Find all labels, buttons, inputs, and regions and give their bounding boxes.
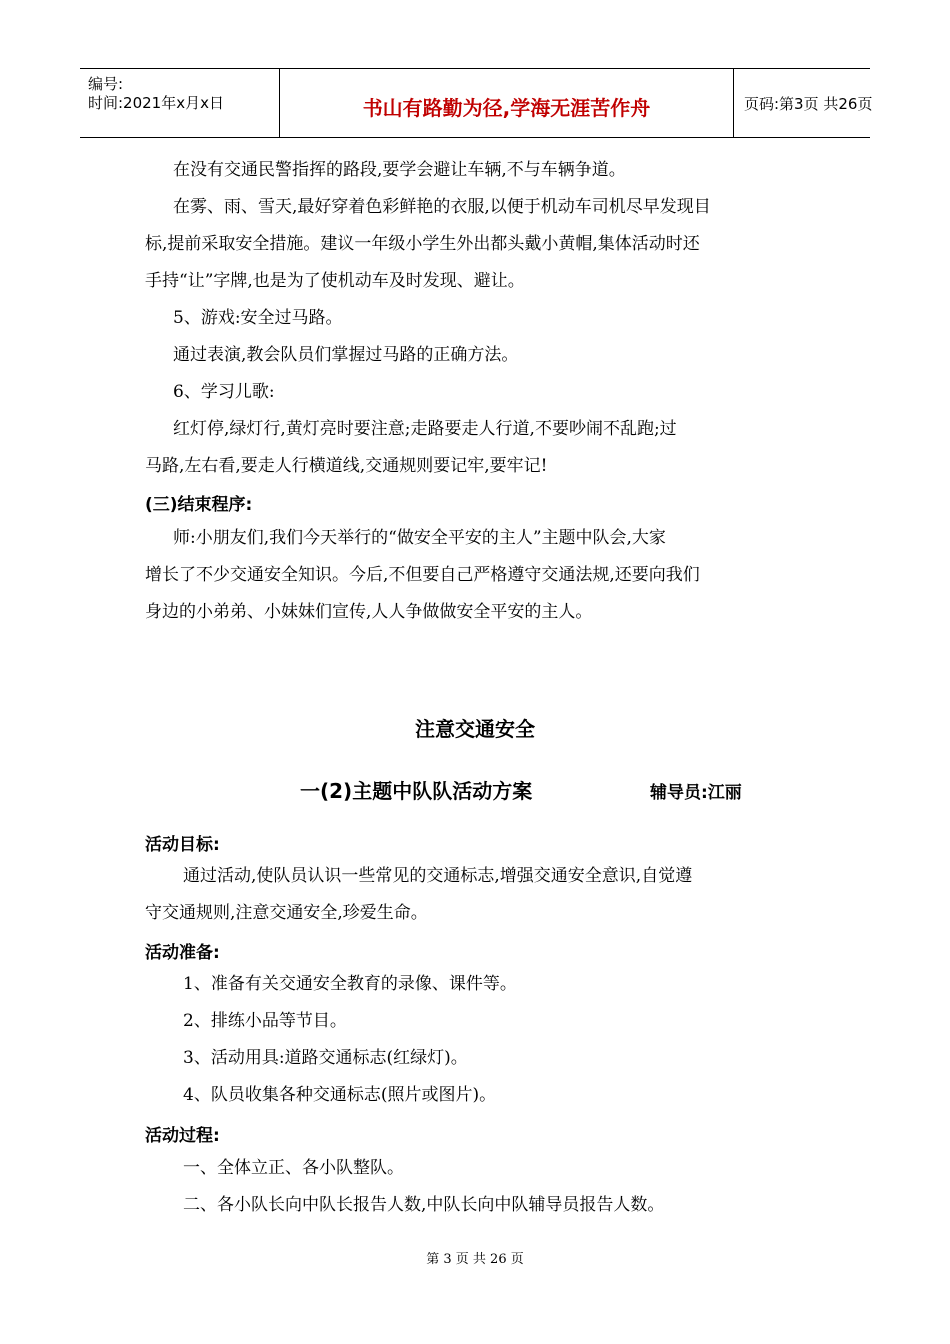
goal-line: 守交通规则,注意交通安全,珍爱生命。 (145, 903, 428, 923)
prep-list (183, 966, 848, 1114)
closing-line: 师:小朋友们,我们今天举行的“做安全平安的主人”主题中队会,大家 (173, 528, 666, 548)
serial-label: 编号: (88, 75, 124, 93)
paragraph-line: 标,提前采取安全措施。建议一年级小学生外出都头戴小黄帽,集体活动时还 (145, 234, 700, 254)
process-list (183, 1150, 848, 1224)
song-line: 红灯停,绿灯行,黄灯亮时要注意;走路要走人行道,不要吵闹不乱跑;过 (173, 419, 677, 439)
prep-item: 4、队员收集各种交通标志(照片或图片)。 (183, 1085, 497, 1105)
closing-line: 身边的小弟弟、小妹妹们宣传,人人争做做安全平安的主人。 (145, 602, 593, 622)
page-header (80, 68, 873, 138)
song-line: 马路,左右看,要走人行横道线,交通规则要记牢,要牢记! (145, 456, 548, 476)
closing-line: 增长了不少交通安全知识。今后,不但要自己严格遵守交通法规,还要向我们 (145, 565, 700, 585)
tutor-label: 辅导员:江丽 (650, 783, 742, 803)
item-5-description: 通过表演,教会队员们掌握过马路的正确方法。 (173, 345, 519, 365)
prep-item: 1、准备有关交通安全教育的录像、课件等。 (183, 974, 517, 994)
goal-heading: 活动目标: (145, 835, 220, 855)
paragraph-yield: 在没有交通民警指挥的路段,要学会避让车辆,不与车辆争道。 (173, 160, 626, 180)
paragraph-line: 手持“让”字牌,也是为了使机动车及时发现、避让。 (145, 271, 525, 291)
item-6-heading: 6、学习儿歌: (173, 382, 275, 402)
header-page-cell (734, 69, 873, 137)
page-footer: 第 3 页 共 26 页 (426, 1252, 524, 1267)
header-motto-cell (280, 69, 734, 137)
header-motto: 书山有路勤为径,学海无涯苦作舟 (362, 96, 651, 120)
header-page-info: 页码:第3页 共26页 (744, 95, 873, 113)
section-subtitle: 一(2)主题中队队活动方案 (300, 779, 533, 803)
goal-paragraph (145, 858, 810, 932)
process-heading: 活动过程: (145, 1126, 220, 1146)
process-item: 一、全体立正、各小队整队。 (183, 1158, 404, 1178)
goal-line: 通过活动,使队员认识一些常见的交通标志,增强交通安全意识,自觉遵 (183, 866, 693, 886)
prep-item: 3、活动用具:道路交通标志(红绿灯)。 (183, 1048, 468, 1068)
paragraph-weather (145, 189, 810, 300)
song-paragraph (145, 411, 810, 485)
time-label: 时间:2021年x月x日 (88, 94, 224, 112)
section-title: 注意交通安全 (415, 717, 535, 741)
end-program-heading: (三)结束程序: (145, 495, 253, 515)
prep-heading: 活动准备: (145, 943, 220, 963)
header-meta-cell (80, 69, 280, 137)
prep-item: 2、排练小品等节目。 (183, 1011, 347, 1031)
item-5-heading: 5、游戏:安全过马路。 (173, 308, 343, 328)
paragraph-line: 在雾、雨、雪天,最好穿着色彩鲜艳的衣服,以便于机动车司机尽早发现目 (173, 197, 711, 217)
closing-paragraph (145, 520, 810, 631)
process-item: 二、各小队长向中队长报告人数,中队长向中队辅导员报告人数。 (183, 1195, 665, 1215)
